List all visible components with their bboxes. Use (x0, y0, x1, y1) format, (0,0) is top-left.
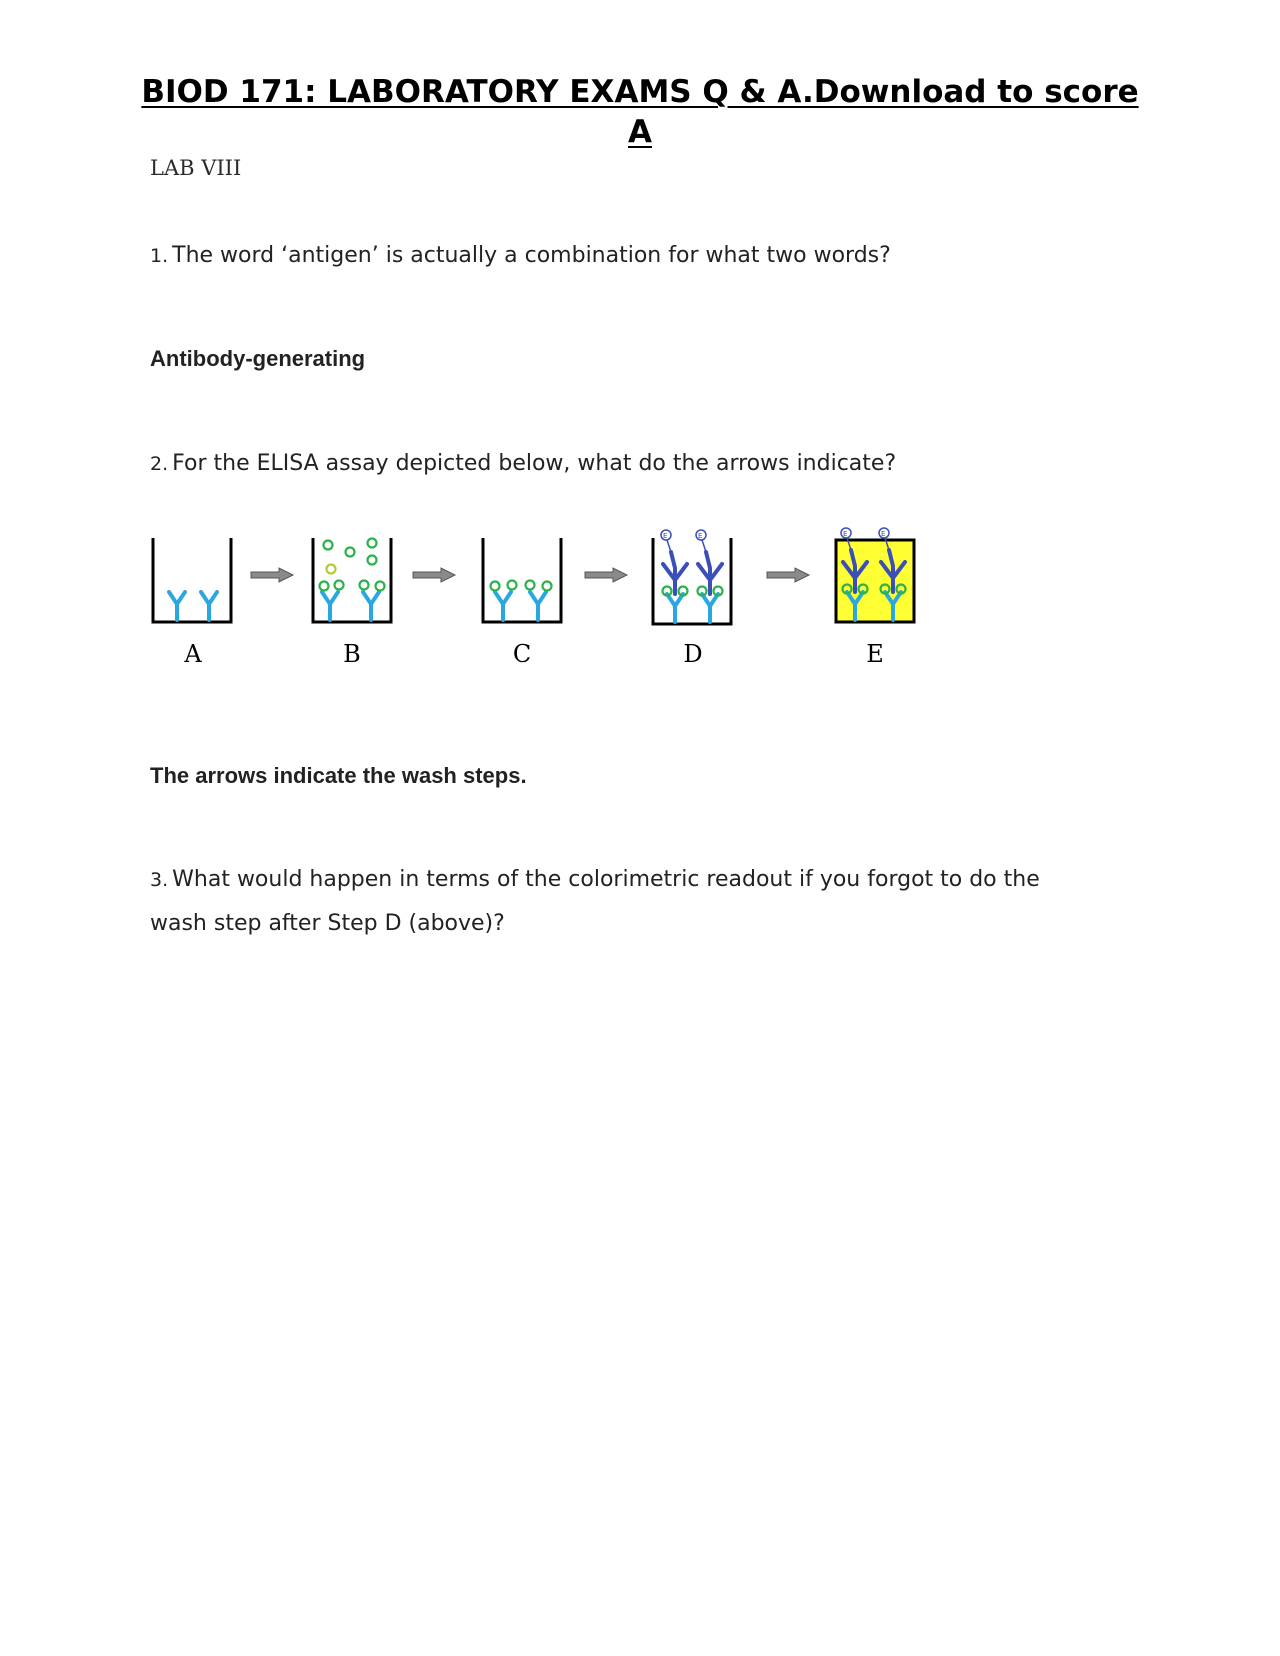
well-c (483, 538, 561, 622)
well-e (836, 528, 914, 622)
answer-1: Antibody-generating (150, 346, 366, 371)
step-label-a: A (184, 640, 202, 668)
question-1-text: The word ‘antigen’ is actually a combination for what two words? (172, 243, 891, 268)
wash-arrow-2 (413, 568, 455, 582)
page-title: BIOD 171: LABORATORY EXAMS Q & A.Download to score A (141, 74, 1139, 150)
step-label-d: D (683, 640, 703, 668)
question-3-text: What would happen in terms of the colorimetric readout if you forgot to do the wash step after Step D (above)? (150, 867, 1040, 936)
question-2-number: 2. (150, 453, 169, 475)
step-label-c: C (512, 640, 532, 668)
section-label: LAB VIII (150, 156, 242, 180)
step-label-b: B (343, 640, 361, 668)
elisa-diagram: E A B C D E (150, 528, 950, 678)
answer-2: The arrows indicate the wash steps. (150, 763, 527, 788)
well-b (313, 538, 391, 622)
question-1 (150, 234, 1090, 278)
question-3 (150, 858, 1090, 946)
question-2-text: For the ELISA assay depicted below, what do the arrows indicate? (172, 451, 897, 476)
wash-arrow-1 (251, 568, 293, 582)
question-3-number: 3. (150, 869, 169, 891)
wash-arrow-4 (767, 568, 809, 582)
step-label-e: E (866, 640, 884, 668)
well-a (153, 538, 231, 622)
question-2 (150, 442, 1090, 486)
question-1-number: 1. (150, 245, 169, 267)
well-d (653, 530, 731, 624)
wash-arrow-3 (585, 568, 627, 582)
